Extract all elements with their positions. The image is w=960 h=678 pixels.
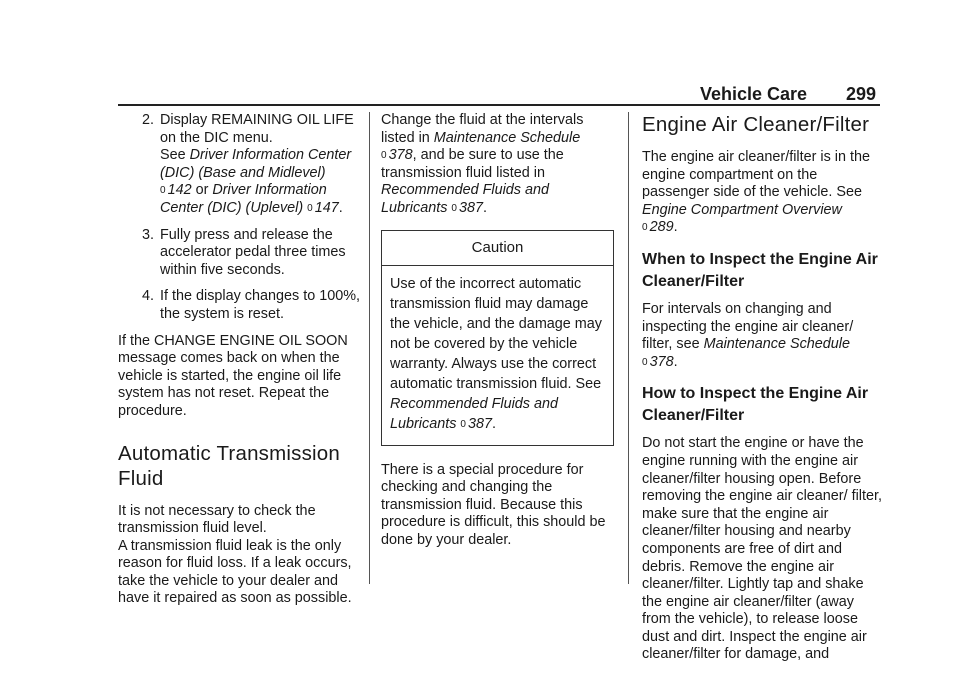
page-ref-icon: 0: [642, 356, 648, 368]
cross-reference-link[interactable]: Recommended Fluids and Lubricants: [390, 395, 558, 432]
page-ref-icon: 0: [381, 150, 387, 162]
cross-reference-link[interactable]: Engine Compartment Overview: [642, 201, 842, 218]
column-left: [118, 112, 362, 608]
page-ref-icon: 0: [642, 222, 648, 234]
page-ref-icon: 0: [307, 202, 313, 214]
paragraph: A transmission fluid leak is the only reason for fluid loss. If a leak occurs, take the vehicle to your dealer and have it repaired as soon as possible.: [118, 537, 352, 607]
page-ref[interactable]: 142: [167, 182, 192, 199]
subsection-heading: When to Inspect the Engine Air Cleaner/Filter: [642, 250, 878, 290]
column-divider: [628, 112, 629, 584]
step-number: 2.: [141, 112, 154, 128]
page-ref[interactable]: 378: [649, 353, 674, 370]
caution-text: Use of the incorrect automatic transmission fluid may damage the vehicle, and the damage may not be covered by the vehicle warranty. Always use the correct automatic transmission fluid. See Recommended Fluids and Lubricants 0 387.: [390, 275, 602, 432]
caution-box: [381, 230, 614, 446]
caution-title: Caution: [382, 231, 613, 266]
section-heading: Automatic Transmission Fluid: [118, 441, 341, 490]
page-ref[interactable]: 387: [467, 415, 492, 432]
paragraph: The engine air cleaner/filter is in the engine compartment on the passenger side of the vehicle. See Engine Compartment Overview 0 289.: [642, 149, 870, 236]
section-title: Vehicle Care: [700, 84, 808, 104]
column-divider: [369, 112, 370, 584]
step-item: [118, 288, 362, 323]
cross-reference-link[interactable]: Maintenance Schedule: [433, 129, 581, 146]
column-middle: [381, 112, 614, 550]
column-right: [642, 112, 882, 664]
step-item: [118, 227, 362, 280]
header-rule: [118, 104, 880, 106]
paragraph: If the CHANGE ENGINE OIL SOON message comes back on when the vehicle is started, the engine oil life system has not reset. Repeat the procedure.: [118, 332, 348, 419]
paragraph: There is a special procedure for checking and changing the transmission fluid. Because this procedure is difficult, this should be done by your dealer.: [381, 461, 606, 548]
page-header: [700, 84, 876, 105]
step-number: 3.: [141, 226, 154, 243]
page-ref[interactable]: 289: [649, 219, 674, 236]
cross-reference-link[interactable]: Recommended Fluids and Lubricants: [381, 182, 549, 216]
page-ref-icon: 0: [460, 418, 466, 430]
step-text: Fully press and release the accelerator pedal three times within five seconds.: [160, 226, 346, 278]
paragraph: Do not start the engine or have the engine running with the engine air cleaner/filter housing open. Before removing the engine air cleaner/ filter, make sure that the engine air cleaner/filter housing and nearby components are free of dirt and debris. Remove the engine air cleaner/filter. Lightly tap and shake the engine air cleaner/filter (away from the vehicle), to release loose dust and dirt. Inspect the engine air cleaner/filter for damage, and: [642, 435, 882, 663]
cross-reference-link[interactable]: Maintenance Schedule: [703, 336, 851, 353]
paragraph: Change the fluid at the intervals listed in Maintenance Schedule 0 378, and be sure to use the transmission fluid listed in Recommended Fluids and Lubricants 0 387.: [381, 112, 584, 216]
section-heading: Engine Air Cleaner/Filter: [642, 113, 870, 136]
step-number: 4.: [141, 288, 154, 305]
subsection-heading: How to Inspect the Engine Air Cleaner/Filter: [642, 385, 869, 425]
page-ref-icon: 0: [160, 185, 166, 197]
page-ref[interactable]: 387: [458, 199, 483, 216]
step-text: Display REMAINING OIL LIFE on the DIC menu. See Driver Information Center (DIC) (Base and Midlevel) 0 142 or Driver Information Center (DIC) (Uplevel) 0 147.: [160, 112, 354, 216]
page-number: 299: [845, 84, 876, 104]
step-text: If the display changes to 100%, the system is reset.: [160, 288, 361, 322]
cross-reference-link[interactable]: Driver Information Center (DIC) (Uplevel): [160, 182, 327, 216]
paragraph: For intervals on changing and inspecting the engine air cleaner/ filter, see Maintenance Schedule 0 378.: [642, 300, 854, 370]
step-item: [118, 112, 362, 218]
page-ref-icon: 0: [451, 202, 457, 214]
cross-reference-link[interactable]: Driver Information Center (DIC) (Base and Midlevel): [160, 147, 352, 181]
paragraph: It is not necessary to check the transmission fluid level.: [118, 502, 316, 537]
page-ref[interactable]: 378: [388, 147, 413, 164]
page-ref[interactable]: 147: [314, 199, 339, 216]
